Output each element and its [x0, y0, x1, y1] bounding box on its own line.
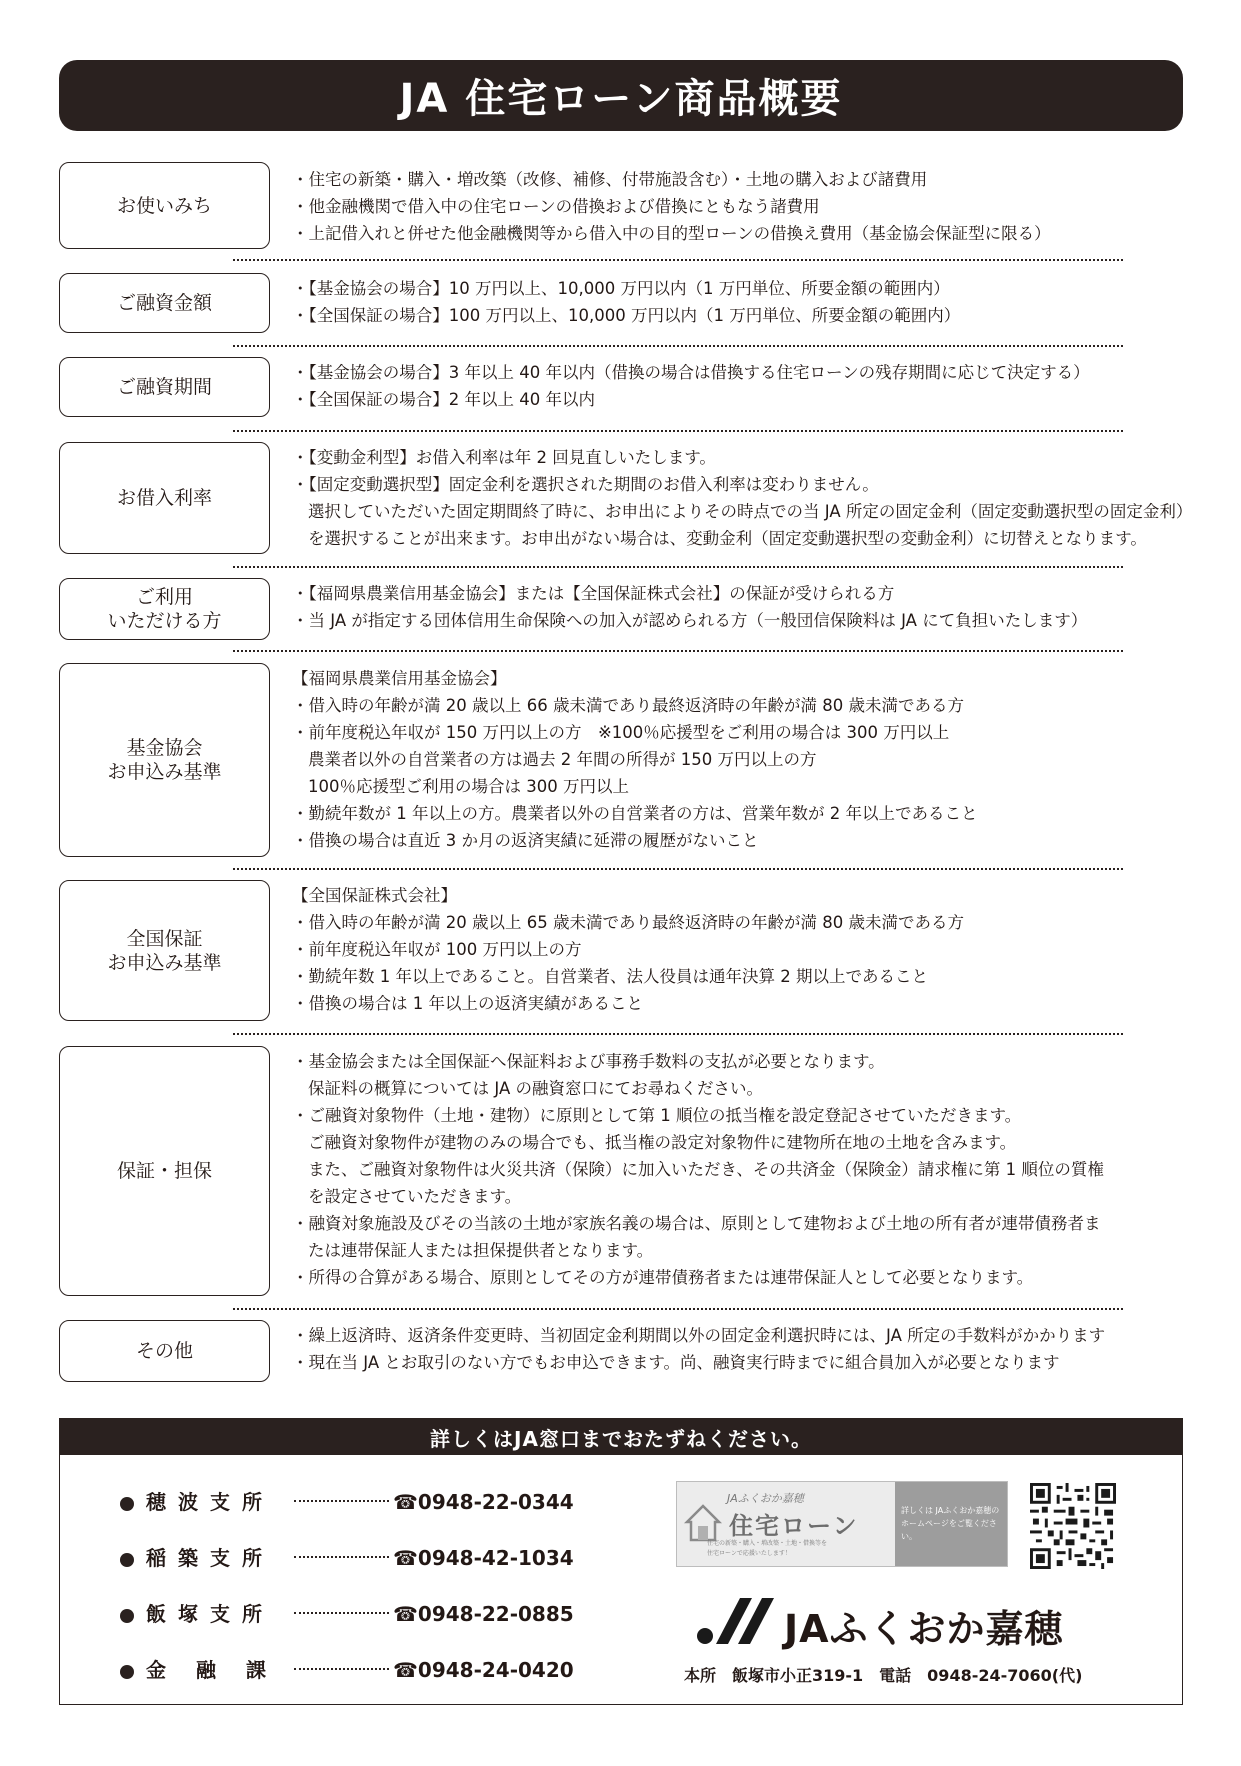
- branch-iizuka: [120, 1598, 574, 1627]
- section-content: [292, 444, 1192, 552]
- divider: [233, 868, 1123, 870]
- divider: [233, 1033, 1123, 1035]
- text-line: を設定させていただきます。: [308, 1187, 522, 1206]
- text-line: ・繰上返済時、返済条件変更時、当初固定金利期間以外の固定金利選択時には、JA 所定の手数料がかかります: [292, 1326, 1106, 1345]
- text-line: 【福岡県農業信用基金協会】: [292, 669, 507, 688]
- section-content: [292, 882, 1192, 1017]
- divider: [233, 566, 1123, 568]
- banner-left: [677, 1482, 895, 1566]
- text-line: ・前年度税込年収が 150 万円以上の方 ※100％応援型をご利用の場合は 300 万円以上: [292, 723, 950, 742]
- text-line: ・【基金協会の場合】3 年以上 40 年以内（借換の場合は借換する住宅ローンの残存期間に応じて決定する）: [292, 363, 1090, 382]
- section-label: ご融資金額: [59, 273, 270, 333]
- text-line: ・前年度税込年収が 100 万円以上の方: [292, 940, 582, 959]
- section-content: [292, 580, 1192, 634]
- text-line: また、ご融資対象物件は火災共済（保険）に加入いただき、その共済金（保険金）請求権に第 1 順位の質権: [308, 1160, 1104, 1179]
- banner-sub2: 住宅ローンで応援いたします！: [707, 1550, 791, 1557]
- text-line: 選択していただいた固定期間終了時に、お申出によりその時点での当 JA 所定の固定金利（固定変動選択型の固定金利）: [308, 502, 1193, 521]
- section-content: [292, 166, 1192, 247]
- text-line: ・借換の場合は直近 3 か月の返済実績に延滞の履歴がないこと: [292, 831, 759, 850]
- text-line: 農業者以外の自営業者の方は過去 2 年間の所得が 150 万円以上の方: [308, 750, 817, 769]
- branch-name: 稲築支所: [146, 1546, 274, 1570]
- branch-phone[interactable]: ☎0948-22-0344: [393, 1490, 574, 1514]
- section-content: [292, 1322, 1192, 1376]
- bullet-icon: [120, 1665, 134, 1679]
- branch-phone[interactable]: ☎0948-42-1034: [393, 1546, 574, 1570]
- branch-name: 穂波支所: [146, 1490, 274, 1514]
- text-line: を選択することが出来ます。お申出がない場合は、変動金利（固定変動選択型の変動金利）に切替えとなります。: [308, 529, 1147, 548]
- text-line: ・住宅の新築・購入・増改築（改修、補修、付帯施設含む）・土地の購入および諸費用: [292, 170, 928, 189]
- text-line: ・他金融機関で借入中の住宅ローンの借換および借換にともなう諸費用: [292, 197, 820, 216]
- divider: [233, 1308, 1123, 1310]
- section-label: お借入利率: [59, 442, 270, 554]
- head-office: 本所 飯塚市小正319-1 電話 0948-24-7060(代): [684, 1666, 1083, 1685]
- text-line: ・基金協会または全国保証へ保証料および事務手数料の支払が必要となります。: [292, 1052, 885, 1071]
- section-content: [292, 275, 1192, 329]
- text-line: ・【福岡県農業信用基金協会】または【全国保証株式会社】の保証が受けられる方: [292, 584, 895, 603]
- contact-footer: [59, 1418, 1183, 1705]
- banner-sub1: 住宅の新築・購入・増改築・土地・借換等を: [707, 1540, 828, 1547]
- section-label: ご利用 いただける方: [59, 578, 270, 640]
- bullet-icon: [120, 1609, 134, 1623]
- text-line: ・現在当 JA とお取引のない方でもお申込できます。尚、融資実行時までに組合員加入が必要となります: [292, 1353, 1060, 1372]
- text-line: 100％応援型ご利用の場合は 300 万円以上: [308, 777, 629, 796]
- text-line: ・勤続年数が 1 年以上の方。農業者以外の自営業者の方は、営業年数が 2 年以上であること: [292, 804, 978, 823]
- section-content: [292, 1048, 1192, 1291]
- text-line: ・【固定変動選択型】固定金利を選択された期間のお借入利率は変わりません。: [292, 475, 879, 494]
- section-label: その他: [59, 1320, 270, 1382]
- text-line: ・ご融資対象物件（土地・建物）に原則として第 1 順位の抵当権を設定登記させていただきます。: [292, 1106, 1022, 1125]
- divider: [233, 650, 1123, 652]
- leader-dots: [294, 1556, 389, 1558]
- divider: [233, 430, 1123, 432]
- section-content: [292, 359, 1192, 413]
- text-line: ご融資対象物件が建物のみの場合でも、抵当権の設定対象物件に建物所在地の土地を含みます。: [308, 1133, 1017, 1152]
- bullet-icon: [120, 1553, 134, 1567]
- divider: [233, 345, 1123, 347]
- section-label: ご融資期間: [59, 357, 270, 417]
- text-line: ・【基金協会の場合】10 万円以上、10,000 万円以内（1 万円単位、所要金額の範囲内）: [292, 279, 950, 298]
- text-line: ・借入時の年齢が満 20 歳以上 66 歳未満であり最終返済時の年齢が満 80 歳未満である方: [292, 696, 964, 715]
- leader-dots: [294, 1612, 389, 1614]
- ja-logo: [696, 1594, 1096, 1654]
- section-label: 保証・担保: [59, 1046, 270, 1296]
- banner-main: 住宅ローン: [729, 1512, 859, 1540]
- logo-text: JAふくおか嘉穂: [784, 1607, 1064, 1651]
- bullet-icon: [120, 1497, 134, 1511]
- text-line: ・当 JA が指定する団体信用生命保険への加入が認められる方（一般団信保険料は JA にて負担いたします）: [292, 611, 1088, 630]
- qr-code-icon[interactable]: [1030, 1483, 1116, 1569]
- banner-right: 詳しくは JAふくおか嘉穂の ホームページをご覧ください。: [895, 1482, 1007, 1566]
- text-line: ・【変動金利型】お借入利率は年 2 回見直しいたします。: [292, 448, 716, 467]
- branch-honami: [120, 1486, 574, 1515]
- branch-finance: [120, 1654, 574, 1683]
- ja-mark-icon: [696, 1596, 780, 1646]
- leader-dots: [294, 1500, 389, 1502]
- text-line: ・上記借入れと併せた他金融機関等から借入中の目的型ローンの借換え費用（基金協会保証型に限る）: [292, 224, 1051, 243]
- text-line: ・借入時の年齢が満 20 歳以上 65 歳未満であり最終返済時の年齢が満 80 歳未満である方: [292, 913, 964, 932]
- banner-small: JAふくおか嘉穂: [727, 1492, 804, 1505]
- text-line: ・借換の場合は 1 年以上の返済実績があること: [292, 994, 643, 1013]
- branch-name: 金融課: [146, 1658, 296, 1682]
- text-line: ・勤続年数 1 年以上であること。自営業者、法人役員は通年決算 2 期以上であること: [292, 967, 928, 986]
- section-label: お使いみち: [59, 162, 270, 249]
- text-line: ・融資対象施設及びその当該の土地が家族名義の場合は、原則として建物および土地の所有者が連帯債務者ま: [292, 1214, 1101, 1233]
- text-line: たは連帯保証人または担保提供者となります。: [308, 1241, 654, 1260]
- footer-heading: 詳しくはJA窓口までおたずねください。: [60, 1419, 1182, 1455]
- housing-loan-banner[interactable]: [676, 1481, 1008, 1567]
- leader-dots: [294, 1668, 389, 1670]
- branch-name: 飯塚支所: [146, 1602, 274, 1626]
- divider: [233, 259, 1123, 261]
- branch-phone[interactable]: ☎0948-22-0885: [393, 1602, 574, 1626]
- branch-phone[interactable]: ☎0948-24-0420: [393, 1658, 574, 1682]
- section-label: 全国保証 お申込み基準: [59, 880, 270, 1021]
- page-title: JA 住宅ローン商品概要: [59, 60, 1183, 131]
- section-content: [292, 665, 1192, 854]
- text-line: ・所得の合算がある場合、原則としてその方が連帯債務者または連帯保証人として必要となります。: [292, 1268, 1034, 1287]
- section-label: 基金協会 お申込み基準: [59, 663, 270, 857]
- text-line: ・【全国保証の場合】100 万円以上、10,000 万円以内（1 万円単位、所要金額の範囲内）: [292, 306, 961, 325]
- text-line: 保証料の概算については JA の融資窓口にてお尋ねください。: [308, 1079, 764, 1098]
- branch-inatsuki: [120, 1542, 574, 1571]
- text-line: 【全国保証株式会社】: [292, 886, 457, 905]
- text-line: ・【全国保証の場合】2 年以上 40 年以内: [292, 390, 595, 409]
